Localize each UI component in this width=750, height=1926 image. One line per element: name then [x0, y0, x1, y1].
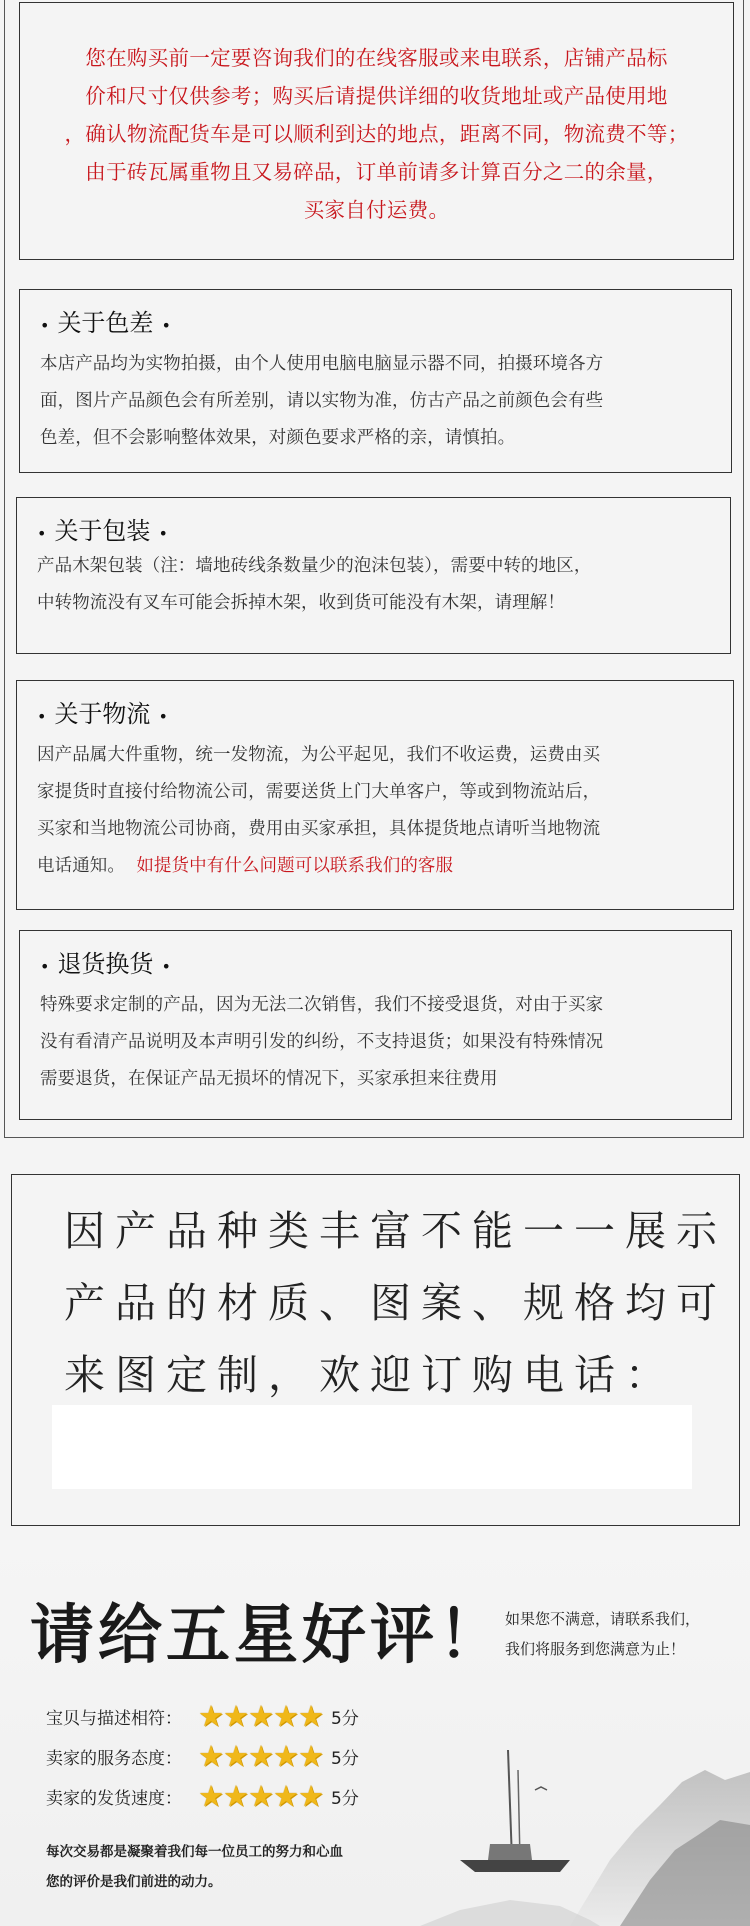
- notice-line: ，确认物流配货车是可以顺利到达的地点，距离不同，物流费不等；: [64, 122, 689, 146]
- section-title: • 关于包装 •: [37, 517, 168, 545]
- review-note: 如果您不满意，请联系我们， 我们将服务到您满意为止！: [505, 1610, 701, 1658]
- notice-line: 价和尺寸仅供参考；购买后请提供详细的收货地址或产品使用地: [85, 84, 668, 108]
- notice-line: 您在购买前一定要咨询我们的在线客服或来电联系，店铺产品标: [85, 46, 668, 70]
- rating-row-delivery: 卖家的发货速度： ★ ★ ★ ★ ★ 5分: [46, 1779, 359, 1813]
- five-star-icon: ★ ★ ★ ★ ★: [198, 1739, 324, 1773]
- section-body: 因产品属大件重物，统一发物流，为公平起见，我们不收运费，运费由买 家提货时直接付给物流公司，需要送货上门大单客户，等或到物流站后， 买家和当地物流公司协商，费用由买家承担，具体提货地点请听当地物流 电话通知。 如提货中有什么问题可以联系我们的客服: [37, 745, 601, 876]
- notice-line: 买家自付运费。: [303, 198, 450, 222]
- notice-line: 由于砖瓦属重物且又易碎品，订单前请多计算百分之二的余量，: [85, 160, 668, 184]
- review-footer-line: 每次交易都是凝聚着我们每一位员工的努力和心血: [46, 1844, 343, 1860]
- review-footer-line: 您的评价是我们前进的动力。: [46, 1874, 222, 1890]
- custom-line: 产品的材质、图案、规格均可: [64, 1279, 727, 1327]
- section-packaging: [16, 497, 731, 654]
- five-star-icon: ★ ★ ★ ★ ★: [198, 1779, 324, 1813]
- purchase-notice: [19, 2, 734, 260]
- section-title: • 关于物流 •: [37, 700, 168, 728]
- section-body: 产品木架包装（注：墙地砖线条数量少的泡沫包装），需要中转的地区， 中转物流没有叉车可能会拆掉木架，收到货可能没有木架，请理解！: [37, 556, 592, 613]
- five-star-review-banner: [0, 1540, 750, 1926]
- rating-row-service: 卖家的服务态度： ★ ★ ★ ★ ★ 5分: [46, 1739, 359, 1773]
- custom-line: 因产品种类丰富不能一一展示: [64, 1207, 727, 1255]
- review-title: 请给五星好评！: [30, 1598, 506, 1673]
- section-shipping: [16, 680, 734, 910]
- ink-landscape-boat-icon: [420, 1710, 750, 1926]
- section-title: • 关于色差 •: [40, 309, 171, 337]
- section-returns: [19, 930, 732, 1120]
- rating-row-description: 宝贝与描述相符： ★ ★ ★ ★ ★ 5分: [46, 1699, 359, 1733]
- section-title: • 退货换货 •: [40, 950, 171, 978]
- section-body: 特殊要求定制的产品，因为无法二次销售，我们不接受退货，对由于买家 没有看清产品说明及本声明引发的纠纷，不支持退货；如果没有特殊情况 需要退货，在保证产品无损坏的情况下，买家承担来往费用: [40, 995, 604, 1089]
- section-color-difference: [19, 289, 732, 473]
- custom-line: 来图定制，欢迎订购电话：: [64, 1351, 676, 1399]
- custom-order-box: [11, 1174, 740, 1526]
- section-body: 本店产品均为实物拍摄，由个人使用电脑电脑显示器不同，拍摄环境各方 面，图片产品颜色会有所差别，请以实物为准，仿古产品之前颜色会有些 色差，但不会影响整体效果，对颜色要求严格的亲，请慎拍。: [40, 354, 604, 448]
- customer-service-hint: 如提货中有什么问题可以联系我们的客服: [136, 856, 454, 876]
- five-star-icon: ★ ★ ★ ★ ★: [198, 1699, 324, 1733]
- phone-number-area: [52, 1405, 692, 1489]
